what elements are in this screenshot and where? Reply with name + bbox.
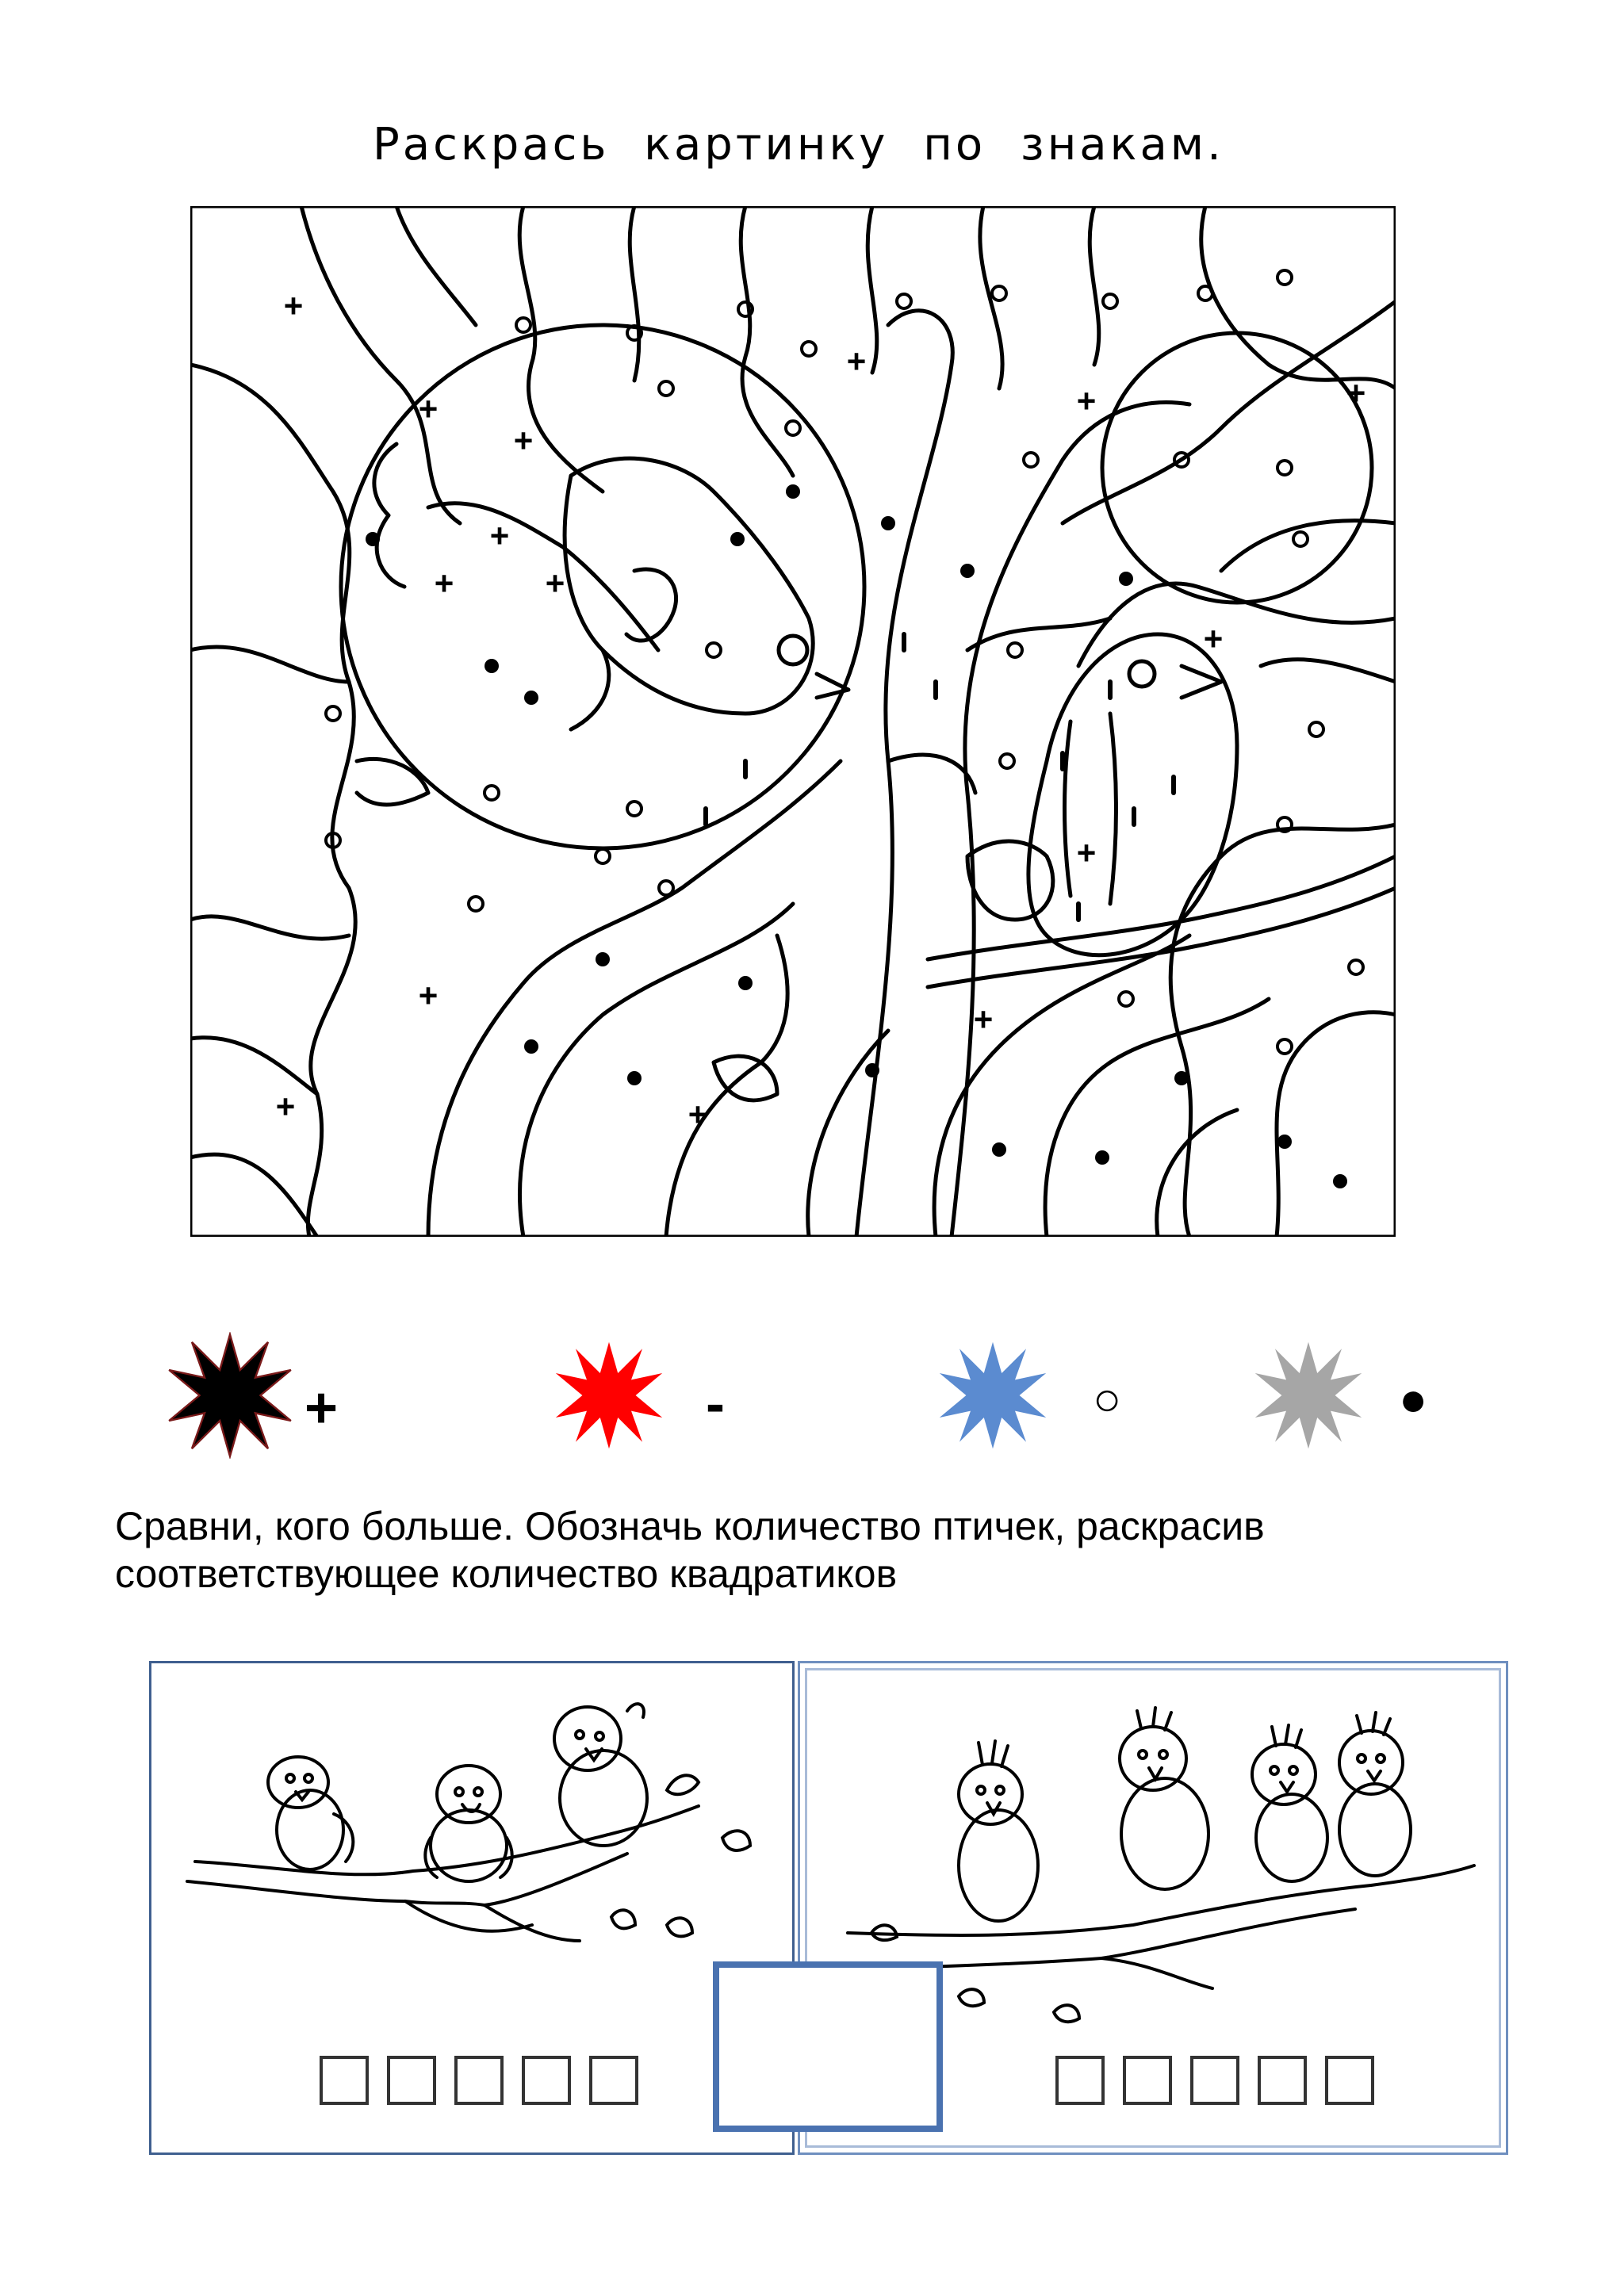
gray-burst-icon (1253, 1340, 1364, 1451)
svg-text:+: + (1076, 834, 1097, 871)
red-burst-icon (553, 1340, 665, 1451)
answer-square[interactable] (1123, 2056, 1172, 2105)
answer-squares-right (1055, 2056, 1374, 2105)
answer-square[interactable] (387, 2056, 436, 2105)
legend-item-blue (937, 1340, 1048, 1455)
coloring-picture[interactable] (190, 206, 1396, 1237)
svg-text:+: + (434, 564, 454, 602)
svg-text:+: + (275, 1088, 296, 1125)
legend-item-gray (1253, 1340, 1364, 1455)
answer-square[interactable] (1258, 2056, 1307, 2105)
legend-sign-plus: + (304, 1376, 339, 1440)
svg-text:+: + (418, 977, 439, 1014)
answer-square[interactable] (589, 2056, 638, 2105)
blue-burst-icon (937, 1340, 1048, 1451)
comparison-sign-box[interactable] (713, 1961, 943, 2132)
svg-text:+: + (513, 422, 534, 459)
svg-text:+: + (545, 564, 565, 602)
svg-text:+: + (1346, 374, 1366, 411)
black-burst-icon (167, 1332, 293, 1459)
svg-text:+: + (973, 1001, 994, 1038)
svg-text:+: + (418, 390, 439, 427)
svg-text:+: + (1076, 382, 1097, 419)
legend-item-black (167, 1332, 293, 1463)
svg-text:+: + (1203, 620, 1224, 657)
answer-square[interactable] (522, 2056, 571, 2105)
answer-square[interactable] (454, 2056, 504, 2105)
answer-square[interactable] (1325, 2056, 1374, 2105)
legend-item-red (553, 1340, 665, 1455)
svg-text:+: + (283, 287, 304, 324)
legend-sign-dot: ● (1399, 1372, 1428, 1425)
answer-square[interactable] (1055, 2056, 1105, 2105)
answer-squares-left (320, 2056, 638, 2105)
answer-square[interactable] (1190, 2056, 1239, 2105)
legend-sign-minus: - (706, 1372, 725, 1436)
answer-square[interactable] (320, 2056, 369, 2105)
svg-text:+: + (846, 342, 867, 380)
svg-text:+: + (489, 517, 510, 554)
bird-panel-left (149, 1661, 795, 2155)
svg-text:+: + (688, 1096, 708, 1133)
task-instructions: Сравни, кого больше. Обозначь количество птичек, раскрасив соответствующее количество квадратиков (115, 1504, 1265, 1596)
legend-sign-circle: ○ (1093, 1372, 1122, 1425)
page-title: Раскрась картинку по знакам. (373, 119, 1224, 170)
